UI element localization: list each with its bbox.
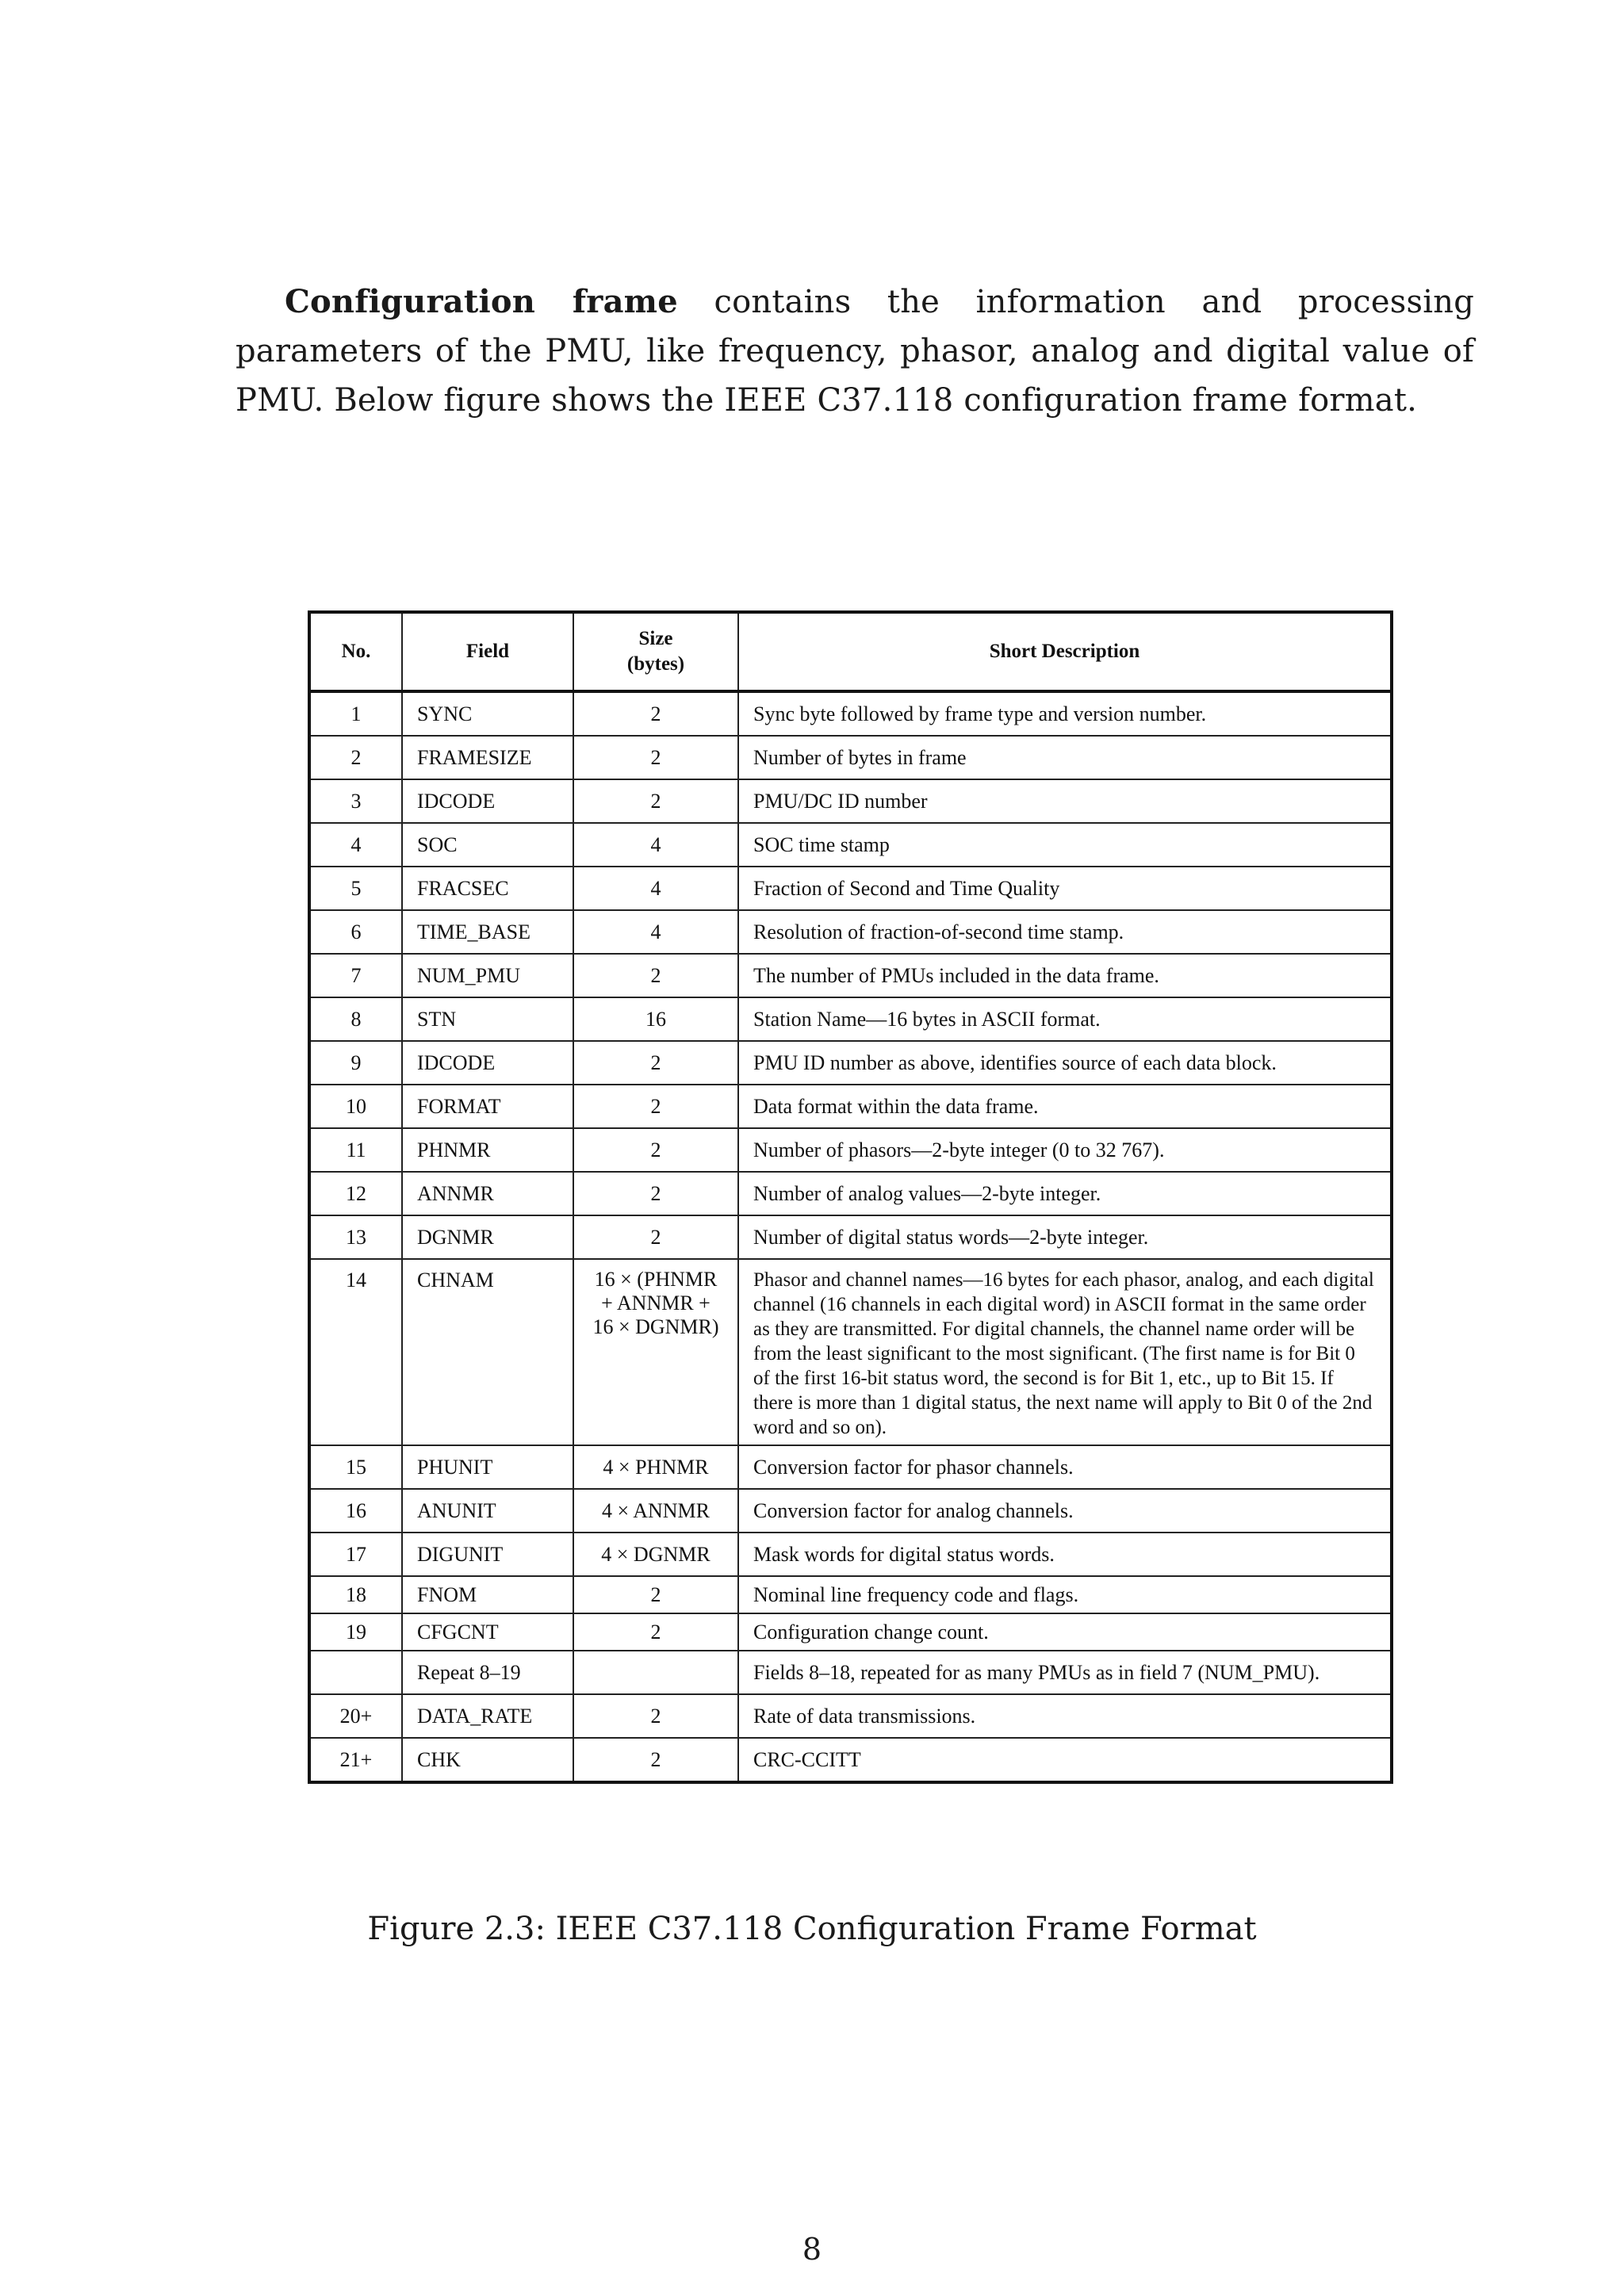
figure-caption: Figure 2.3: IEEE C37.118 Configuration Frame Format [367,1911,1257,1947]
row-field: DGNMR [402,1215,573,1259]
row-size: 4 [573,823,738,867]
table-row [309,1738,1392,1782]
table-row [309,1613,1392,1651]
row-size: 2 [573,1738,738,1782]
row-desc: Number of phasors—2-byte integer (0 to 32 767). [738,1128,1392,1172]
row-size: 2 [573,1128,738,1172]
row-no: 18 [309,1576,402,1613]
table-row [309,910,1392,954]
row-desc: Fields 8–18, repeated for as many PMUs as in field 7 (NUM_PMU). [738,1651,1392,1694]
row-no: 8 [309,997,402,1041]
row-field: CHNAM [402,1259,573,1445]
row-desc: SOC time stamp [738,823,1392,867]
row-desc: Rate of data transmissions. [738,1694,1392,1738]
table-row [309,1489,1392,1533]
row-desc: Number of analog values—2-byte integer. [738,1172,1392,1215]
row-size: 4 × DGNMR [573,1533,738,1576]
row-no: 4 [309,823,402,867]
table-row [309,736,1392,779]
row-desc: PMU ID number as above, identifies source of each data block. [738,1041,1392,1085]
row-no: 3 [309,779,402,823]
row-field: CFGCNT [402,1613,573,1651]
row-no: 10 [309,1085,402,1128]
row-size: 4 × ANNMR [573,1489,738,1533]
table-row [309,1445,1392,1489]
table-row [309,1259,1392,1445]
row-field: TIME_BASE [402,910,573,954]
row-desc: Data format within the data frame. [738,1085,1392,1128]
row-field: SOC [402,823,573,867]
row-field: FRACSEC [402,867,573,910]
header-description: Short Description [738,612,1392,691]
row-no: 16 [309,1489,402,1533]
row-desc: Sync byte followed by frame type and version number. [738,691,1392,736]
row-field: DIGUNIT [402,1533,573,1576]
row-desc: Fraction of Second and Time Quality [738,867,1392,910]
table-row [309,691,1392,736]
row-size: 2 [573,1576,738,1613]
row-field: DATA_RATE [402,1694,573,1738]
row-no: 1 [309,691,402,736]
row-no: 21+ [309,1738,402,1782]
table-row [309,1085,1392,1128]
row-size [573,1651,738,1694]
row-desc: Conversion factor for phasor channels. [738,1445,1392,1489]
row-size: 2 [573,1085,738,1128]
row-no [309,1651,402,1694]
row-field: STN [402,997,573,1041]
table-row [309,1694,1392,1738]
table-row [309,823,1392,867]
row-size: 2 [573,691,738,736]
row-no: 2 [309,736,402,779]
row-size: 2 [573,1613,738,1651]
table-row [309,1576,1392,1613]
row-size: 4 [573,910,738,954]
row-desc: The number of PMUs included in the data frame. [738,954,1392,997]
row-field: CHK [402,1738,573,1782]
row-field: PHUNIT [402,1445,573,1489]
row-desc: Conversion factor for analog channels. [738,1489,1392,1533]
row-no: 20+ [309,1694,402,1738]
row-no: 12 [309,1172,402,1215]
row-desc: Phasor and channel names—16 bytes for each phasor, analog, and each digital channel (16 channels in each digital word) in ASCII format in the same order as they are transmitted. For digital channels, the channel name order will be from the least significant to the most significant. (The first name is for Bit 0 of the first 16-bit status word, the second is for Bit 1, etc., up to Bit 15. If there is more than 1 digital status, the next name will apply to Bit 0 of the 2nd word and so on). [738,1259,1392,1445]
row-no: 17 [309,1533,402,1576]
row-size: 2 [573,1041,738,1085]
row-field: Repeat 8–19 [402,1651,573,1694]
row-field: ANNMR [402,1172,573,1215]
table-row [309,1041,1392,1085]
row-desc: CRC-CCITT [738,1738,1392,1782]
row-desc: PMU/DC ID number [738,779,1392,823]
row-desc: Number of bytes in frame [738,736,1392,779]
header-size [573,612,738,691]
config-frame-table [308,610,1393,1784]
row-no: 11 [309,1128,402,1172]
row-desc: Configuration change count. [738,1613,1392,1651]
table-row [309,1215,1392,1259]
row-size: 2 [573,1215,738,1259]
row-desc: Station Name—16 bytes in ASCII format. [738,997,1392,1041]
row-field: SYNC [402,691,573,736]
table-row [309,1172,1392,1215]
header-no: No. [309,612,402,691]
table-row [309,954,1392,997]
row-field: PHNMR [402,1128,573,1172]
row-size: 2 [573,1172,738,1215]
row-no: 6 [309,910,402,954]
row-desc: Mask words for digital status words. [738,1533,1392,1576]
table-row [309,1128,1392,1172]
row-field: NUM_PMU [402,954,573,997]
row-no: 19 [309,1613,402,1651]
row-field: ANUNIT [402,1489,573,1533]
row-field: FORMAT [402,1085,573,1128]
row-no: 15 [309,1445,402,1489]
row-size: 2 [573,736,738,779]
row-size: 2 [573,779,738,823]
row-desc: Number of digital status words—2-byte integer. [738,1215,1392,1259]
header-size-line2: (bytes) [626,653,685,675]
row-field: FRAMESIZE [402,736,573,779]
table-row [309,867,1392,910]
intro-paragraph [236,277,1474,425]
row-size: 2 [573,954,738,997]
row-size: 2 [573,1694,738,1738]
page-number: 8 [802,2232,822,2267]
header-size-line1: Size [638,628,673,649]
row-field: IDCODE [402,779,573,823]
row-field: IDCODE [402,1041,573,1085]
table-row [309,779,1392,823]
row-no: 5 [309,867,402,910]
row-no: 13 [309,1215,402,1259]
row-size: 16 × (PHNMR + ANNMR + 16 × DGNMR) [573,1259,738,1445]
row-no: 9 [309,1041,402,1085]
bold-lead: Configuration frame [285,283,678,320]
header-field: Field [402,612,573,691]
table-header-row [309,612,1392,691]
table-row [309,997,1392,1041]
table-row [309,1651,1392,1694]
row-desc: Resolution of fraction-of-second time stamp. [738,910,1392,954]
row-size: 4 × PHNMR [573,1445,738,1489]
table-row [309,1533,1392,1576]
row-desc: Nominal line frequency code and flags. [738,1576,1392,1613]
row-no: 7 [309,954,402,997]
row-field: FNOM [402,1576,573,1613]
row-no: 14 [309,1259,402,1445]
row-size: 16 [573,997,738,1041]
row-size: 4 [573,867,738,910]
paragraph-text: contains the information and processing parameters of the PMU, like frequency, phasor, analog and digital value of PMU. Below figure shows the IEEE C37.118 configuration frame format. [236,284,1474,419]
